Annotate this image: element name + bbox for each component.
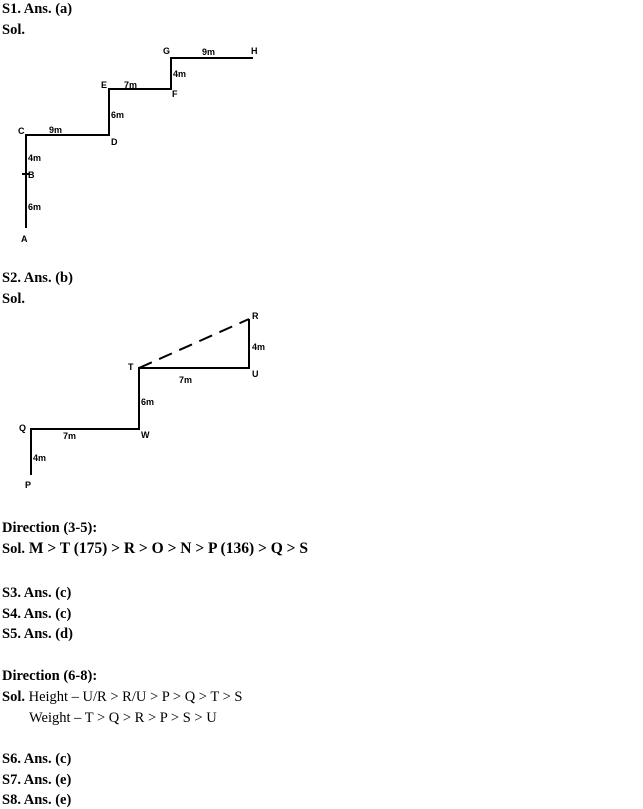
direction-3-5-title: Direction (3-5): [2, 520, 98, 536]
s2-sol-label: Sol. [2, 291, 25, 307]
length-fg-label: 4m [173, 69, 187, 79]
s1-answer: S1. Ans. (a) [2, 1, 73, 17]
direction-6-8-weight: Weight – T > Q > R > P > S > U [29, 710, 217, 726]
length-tu-label: 7m [179, 375, 193, 385]
s3-answer: S3. Ans. (c) [2, 585, 72, 601]
length-ur-label: 4m [252, 342, 266, 352]
length-pq-label: 4m [33, 453, 47, 463]
s4-answer: S4. Ans. (c) [2, 606, 72, 622]
point-t-label: T [128, 362, 134, 372]
direction-3-5-solution [2, 540, 308, 558]
direction-6-8-height [2, 688, 242, 706]
s5-answer: S5. Ans. (d) [2, 626, 73, 642]
point-d-label: D [111, 137, 118, 147]
point-f-label: F [172, 89, 178, 99]
s2-answer: S2. Ans. (b) [2, 270, 73, 286]
point-h-label: H [251, 46, 258, 56]
point-q-label: Q [19, 423, 27, 433]
point-e-label: E [101, 80, 108, 90]
s1-sol-label: Sol. [2, 22, 25, 38]
point-c-label: C [18, 126, 25, 136]
s8-answer: S8. Ans. (e) [2, 792, 72, 808]
point-r-label: R [252, 311, 259, 321]
length-ef-label: 7m [124, 80, 138, 90]
point-u-label: U [252, 369, 259, 379]
length-ab-label: 6m [28, 202, 42, 212]
segment-tr-dashed [139, 319, 249, 368]
ranking-text: M > T (175) > R > O > N > P (136) > Q > S [24, 540, 308, 557]
length-de-label: 6m [111, 110, 125, 120]
length-wt-label: 6m [141, 397, 155, 407]
length-gh-label: 9m [202, 47, 216, 57]
length-qw-label: 7m [63, 431, 77, 441]
length-bc-label: 4m [28, 153, 42, 163]
direction-6-8-title: Direction (6-8): [2, 668, 98, 684]
point-p-label: P [25, 480, 32, 490]
point-w-label: W [141, 430, 150, 440]
s6-answer: S6. Ans. (c) [2, 751, 72, 767]
height-order: Height – U/R > R/U > P > Q > T > S [24, 689, 243, 705]
sol-label: Sol. [2, 541, 25, 557]
length-cd-label: 9m [49, 125, 63, 135]
s7-answer: S7. Ans. (e) [2, 772, 72, 788]
point-a-label: A [21, 234, 28, 244]
sol-label: Sol. [2, 689, 25, 705]
point-g-label: G [163, 46, 171, 56]
point-b-label: B [28, 170, 35, 180]
